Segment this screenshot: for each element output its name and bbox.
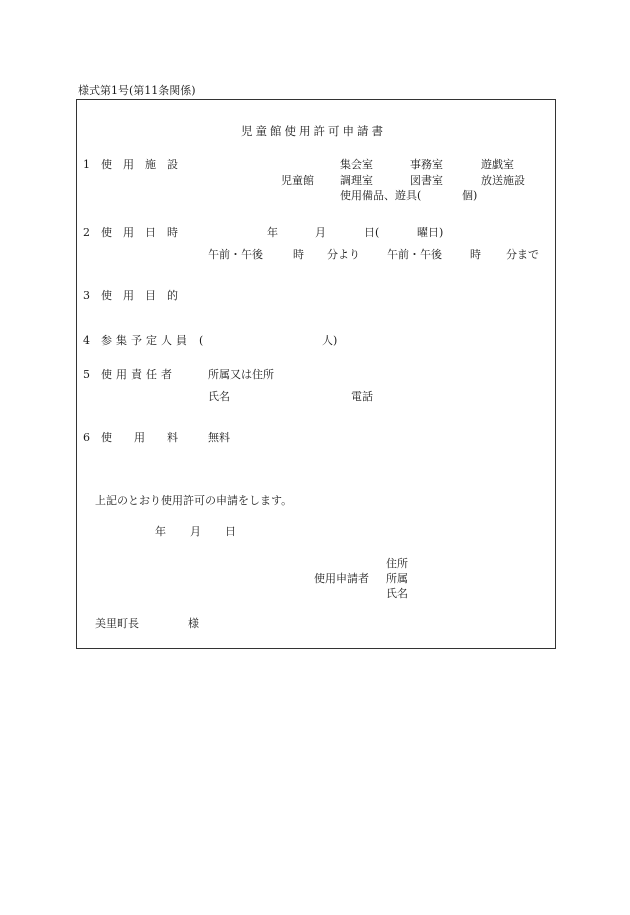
time-from-minute-unit: 分より — [327, 248, 360, 261]
room-option-playroom: 遊戯室 — [481, 158, 514, 171]
item5-number: 5 — [83, 368, 90, 381]
equipment-label: 使用備品、遊具( — [340, 189, 422, 202]
form-reference: 様式第1号(第11条関係) — [78, 84, 196, 97]
responsible-address-label: 所属又は住所 — [208, 368, 274, 381]
equipment-count-unit: 個) — [462, 189, 478, 202]
responsible-name-label: 氏名 — [208, 390, 230, 403]
item6-number: 6 — [83, 431, 90, 444]
item4-number: 4 — [83, 334, 90, 347]
responsible-phone-label: 電話 — [351, 390, 373, 403]
item5-label: 使用責任者 — [101, 368, 176, 381]
item3-label: 使 用 目 的 — [101, 289, 178, 302]
date-year-unit: 年 — [267, 226, 278, 239]
item6-label: 使 用 料 — [101, 431, 178, 444]
application-date-month: 月 — [190, 525, 201, 538]
time-to-hour-unit: 時 — [470, 248, 481, 261]
room-option-library: 図書室 — [410, 174, 443, 187]
item1-number: 1 — [83, 158, 90, 171]
attendance-unit: 人) — [322, 334, 338, 347]
item4-label: 参集予定人員 — [101, 334, 191, 347]
attendance-open-paren: ( — [199, 334, 204, 347]
room-option-meeting: 集会室 — [340, 158, 373, 171]
date-day-unit: 日( — [364, 226, 380, 239]
time-to-ampm: 午前・午後 — [387, 248, 442, 261]
item1-label: 使 用 施 設 — [101, 158, 178, 171]
facility-name: 児童館 — [281, 174, 314, 187]
room-option-broadcast: 放送施設 — [481, 174, 525, 187]
time-from-hour-unit: 時 — [293, 248, 304, 261]
application-date-day: 日 — [225, 525, 236, 538]
application-date-year: 年 — [155, 525, 166, 538]
item2-number: 2 — [83, 226, 90, 239]
applicant-affiliation-label: 所属 — [386, 572, 408, 585]
time-from-ampm: 午前・午後 — [208, 248, 263, 261]
date-weekday-unit: 曜日) — [417, 226, 444, 239]
room-option-kitchen: 調理室 — [340, 174, 373, 187]
recipient-honorific: 様 — [188, 617, 199, 630]
applicant-address-label: 住所 — [386, 557, 408, 570]
fee-value: 無料 — [208, 431, 230, 444]
declaration-text: 上記のとおり使用許可の申請をします。 — [95, 494, 293, 507]
item3-number: 3 — [83, 289, 90, 302]
item2-label: 使 用 日 時 — [101, 226, 178, 239]
date-month-unit: 月 — [315, 226, 326, 239]
room-option-office: 事務室 — [410, 158, 443, 171]
applicant-label: 使用申請者 — [314, 572, 369, 585]
time-to-minute-unit: 分まで — [506, 248, 539, 261]
form-title: 児童館使用許可申請書 — [241, 124, 386, 138]
recipient-title: 美里町長 — [95, 617, 139, 630]
applicant-name-label: 氏名 — [386, 587, 408, 600]
